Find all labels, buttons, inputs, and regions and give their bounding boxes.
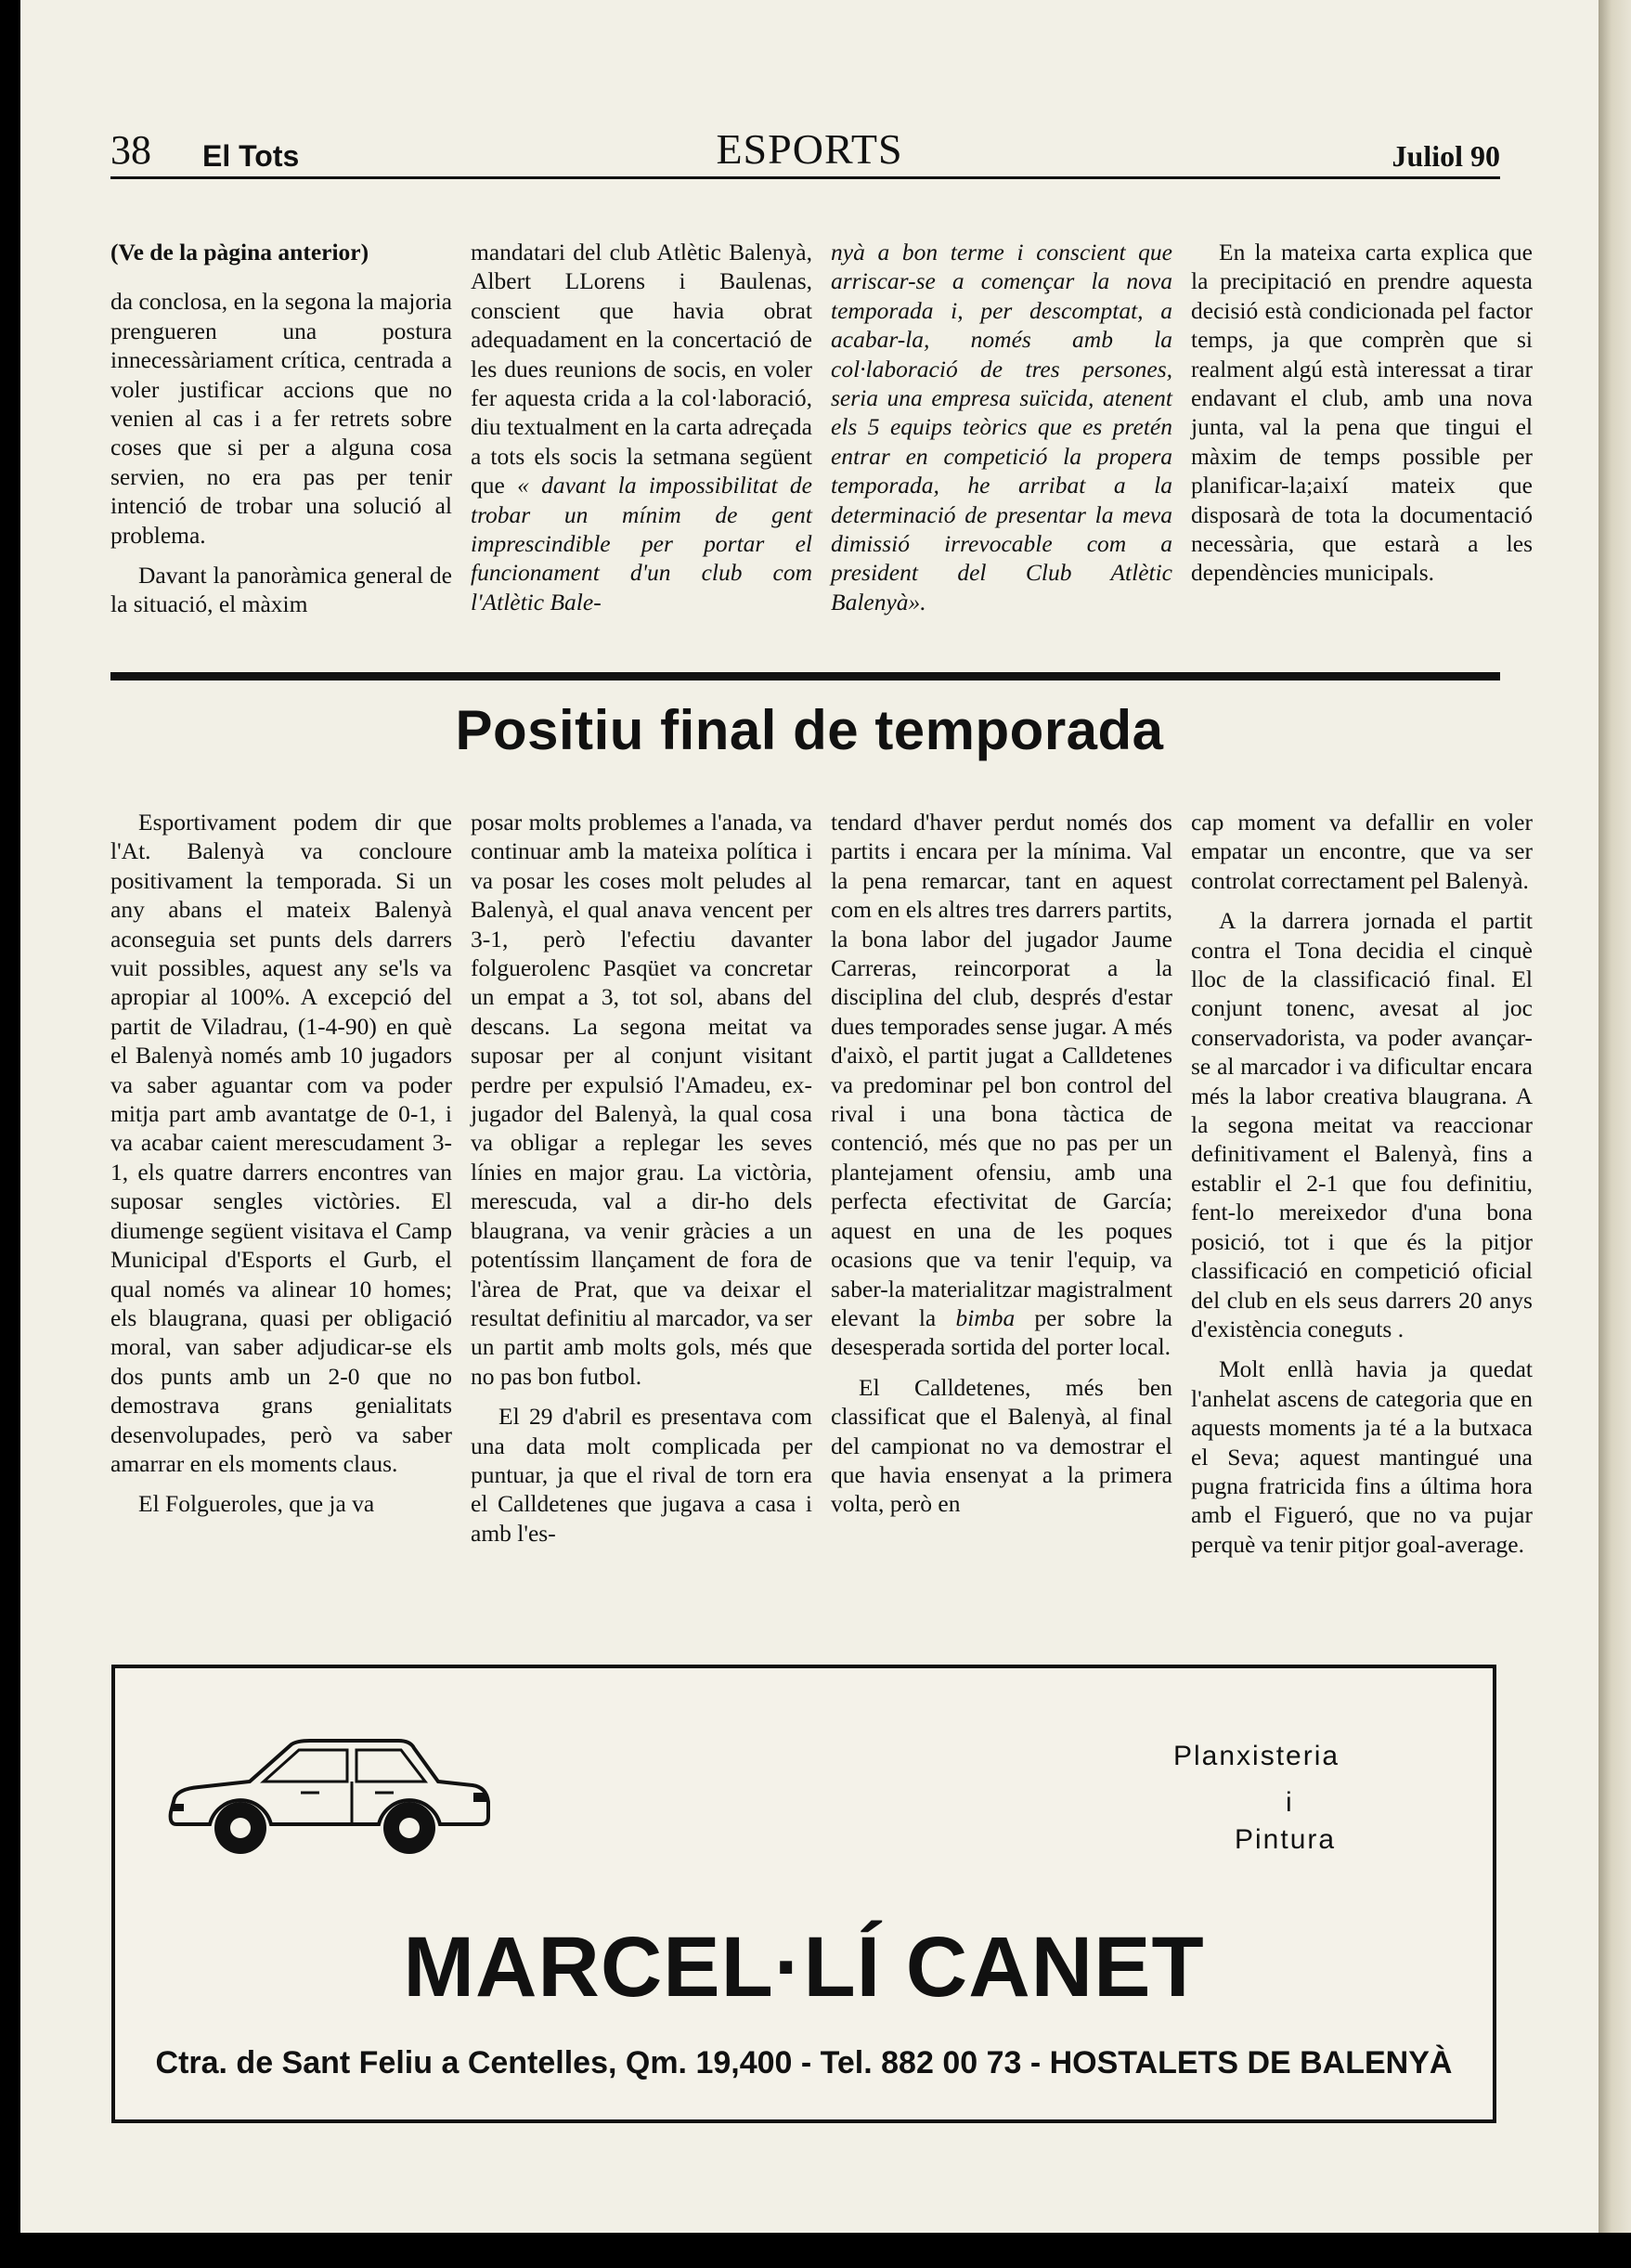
article-column-3 bbox=[831, 808, 1172, 1625]
paragraph: posar molts problemes a l'anada, va continuar amb la mateixa política i va posar les coses molt peludes al Balenyà, el qual anava vencent per 3-1, però l'efectiu davanter folguerolenc Pasqüet va concretar un empat a 3, tot sol, abans del descans. La segona meitat va suposar per al conjunt visitant perdre per expulsió l'Amadeu, ex-jugador del Balenyà, la qual cosa va obligar a replegar les seves línies en major grau. La victòria, merescuda, val a dir-ho dels blaugrana, va venir gràcies a un potentíssim llançament de fora de l'àrea de Prat, que va deixar el resultat definitiu al marcador, va ser un partit amb molts gols, més que no pas bon futbol. bbox=[471, 809, 812, 1390]
article-headline: Positiu final de temporada bbox=[455, 699, 1164, 761]
paragraph: El Calldetenes, més ben classificat que el Balenyà, al final del campionat no va demostrar el que havia ensenyat a la primera volta, però en bbox=[831, 1373, 1172, 1518]
article-column-4 bbox=[1191, 808, 1533, 1625]
page-number: 38 bbox=[110, 127, 151, 173]
paragraph bbox=[831, 238, 1172, 616]
paragraph-text: mandatari del club Atlètic Balenyà, Albert LLorens i Baulenas, conscient que havia obrat adequadament en la concertació de les dues reunions de socis, en voler fer aquesta crida a la col·laboració, diu textualment en la carta adreçada a tots els socis la setmana següent que bbox=[471, 239, 812, 499]
ad-service-paint: Pintura bbox=[1235, 1824, 1337, 1855]
section-title: ESPORTS bbox=[716, 125, 903, 173]
article-column-4 bbox=[1191, 238, 1533, 665]
article-column-3 bbox=[831, 238, 1172, 665]
section-divider bbox=[110, 672, 1500, 680]
paragraph: En la mateixa carta explica que la precipitació en prendre aquesta decisió està condicionada pel factor temps, ja que comprèn que si realment algú està interessat a tirar endavant el club, amb una nova junta, val la pena que tingui el màxim de temps possible per planificar-la;així mateix que disposarà de tota la documentació necessària, que estarà a les dependències municipals. bbox=[1191, 239, 1533, 587]
quote-text: « davant la impossibilitat de trobar un mínim de gent imprescindible per portar el funcionament d'un club com l'Atlètic Bale- bbox=[471, 472, 812, 616]
article-column-1 bbox=[110, 808, 452, 1625]
ad-service-bodywork: Planxisteria bbox=[1173, 1741, 1340, 1771]
quote-text: nyà a bon terme i conscient que arriscar-se a començar la nova temporada i, per descomptat, a acabar-la, només amb la col·laboració de tres persones, seria una empresa suïcida, atenent els 5 equips teòrics que es pretén entrar en competició la propera temporada, he arribat a la determinació de presentar la meva dimissió irrevocable com a president del Club Atlètic Balenyà». bbox=[831, 239, 1172, 616]
paragraph: Davant la panoràmica general de la situació, el màxim bbox=[110, 562, 452, 618]
next-page-edge bbox=[1599, 0, 1631, 2233]
paragraph: cap moment va defallir en voler empatar un encontre, que va ser controlat correctament pel Balenyà. bbox=[1191, 809, 1533, 894]
paragraph bbox=[831, 808, 1172, 1362]
paragraph-text: tendard d'haver perdut només dos partits i encara per la mínima. Val la pena remarcar, tant en aquest com en els altres tres darrers partits, la bona labor del jugador Jaume Carreras, reincorporat a la disciplina del club, després d'estar dues temporades sense jugar. A més d'això, el partit jugat a Calldetenes va predominar pel bon control del rival i una bona tàctica de contenció, més que no pas per un plantejament ofensiu, amb una perfecta efectivitat de García; aquest en una de les poques ocasions que va tenir l'equip, va saber-la materialitzar magistralment elevant la bbox=[831, 809, 1172, 1331]
newspaper-page bbox=[20, 0, 1599, 2233]
issue-date: Juliol 90 bbox=[1392, 139, 1500, 173]
paragraph: El 29 d'abril es presentava com una data molt complicada per puntuar, ja que el rival de torn era el Calldetenes que jugava a casa i amb l'es- bbox=[471, 1403, 812, 1547]
ad-address: Ctra. de Sant Feliu a Centelles, Qm. 19,400 - Tel. 882 00 73 - HOSTALETS DE BALENYÀ bbox=[155, 2045, 1453, 2080]
emphasis-text: bimba bbox=[955, 1303, 1016, 1331]
paragraph-text: per sobre la desesperada sortida del porter local. bbox=[831, 1303, 1172, 1361]
ad-service-conjunction: i bbox=[1286, 1787, 1292, 1818]
paragraph bbox=[471, 238, 812, 616]
ad-business-name: MARCEL·LÍ CANET bbox=[403, 1920, 1205, 2015]
article-column-1 bbox=[110, 238, 452, 665]
paragraph: El Folgueroles, que ja va bbox=[138, 1490, 375, 1518]
car-icon bbox=[162, 1724, 496, 1863]
header-rule bbox=[110, 176, 1500, 179]
advertisement bbox=[111, 1665, 1496, 2123]
paragraph: Esportivament podem dir que l'At. Balenyà va concloure positivament la temporada. Si un any abans el mateix Balenyà aconseguia set punts dels darrers vuit possibles, aquest any se'ls va apropiar al 100%. A excepció del partit de Viladrau, (1-4-90) en què el Balenyà només amb 10 jugadors va saber aguantar com va poder mitja part amb avantatge de 0-1, i va acabar caient merescudament 3-1, els quatre darrers encontres van suposar sengles victòries. El diumenge següent visitava el Camp Municipal d'Esports el Gurb, el qual només va alinear 10 homes; els blaugrana, quasi per obligació moral, van saber adjudicar-se els dos punts amb un 2-0 que no demostrava grans genialitats desenvolupades, però va saber amarrar en els moments claus. bbox=[110, 809, 452, 1477]
paragraph: da conclosa, en la segona la majoria prengueren una postura innecessàriament crítica, centrada a voler justificar accions que no venien al cas i a fer retrets sobre coses que si per a alguna cosa servien, no era pas per tenir intenció de trobar una solució al problema. bbox=[110, 288, 452, 549]
continuation-note: (Ve de la pàgina anterior) bbox=[110, 239, 369, 266]
paragraph: Molt enllà havia ja quedat l'anhelat ascens de categoria que en aquests moments ja té a la butxaca el Seva; aquest mantingué una pugna fratricida fins a última hora amb el Figueró, que no va pujar perquè va tenir pitjor goal-average. bbox=[1191, 1355, 1533, 1558]
article-column-2 bbox=[471, 808, 812, 1625]
publication-name: El Tots bbox=[202, 139, 300, 173]
paragraph: A la darrera jornada el partit contra el Tona decidia el cinquè lloc de la classificació final. El conjunt tonenc, avesat al joc conservadorista, va poder avançar-se al marcador i va dificultar encara més la labor creativa blaugrana. A la segona meitat va reaccionar definitivament el Balenyà, fins a establir el 2-1 que fou definitiu, fent-lo mereixedor d'una bona posició, tot i que és la pitjor classificació en competició oficial del club en els seus darrers 20 anys d'existència coneguts . bbox=[1191, 907, 1533, 1342]
article-column-2 bbox=[471, 238, 812, 665]
